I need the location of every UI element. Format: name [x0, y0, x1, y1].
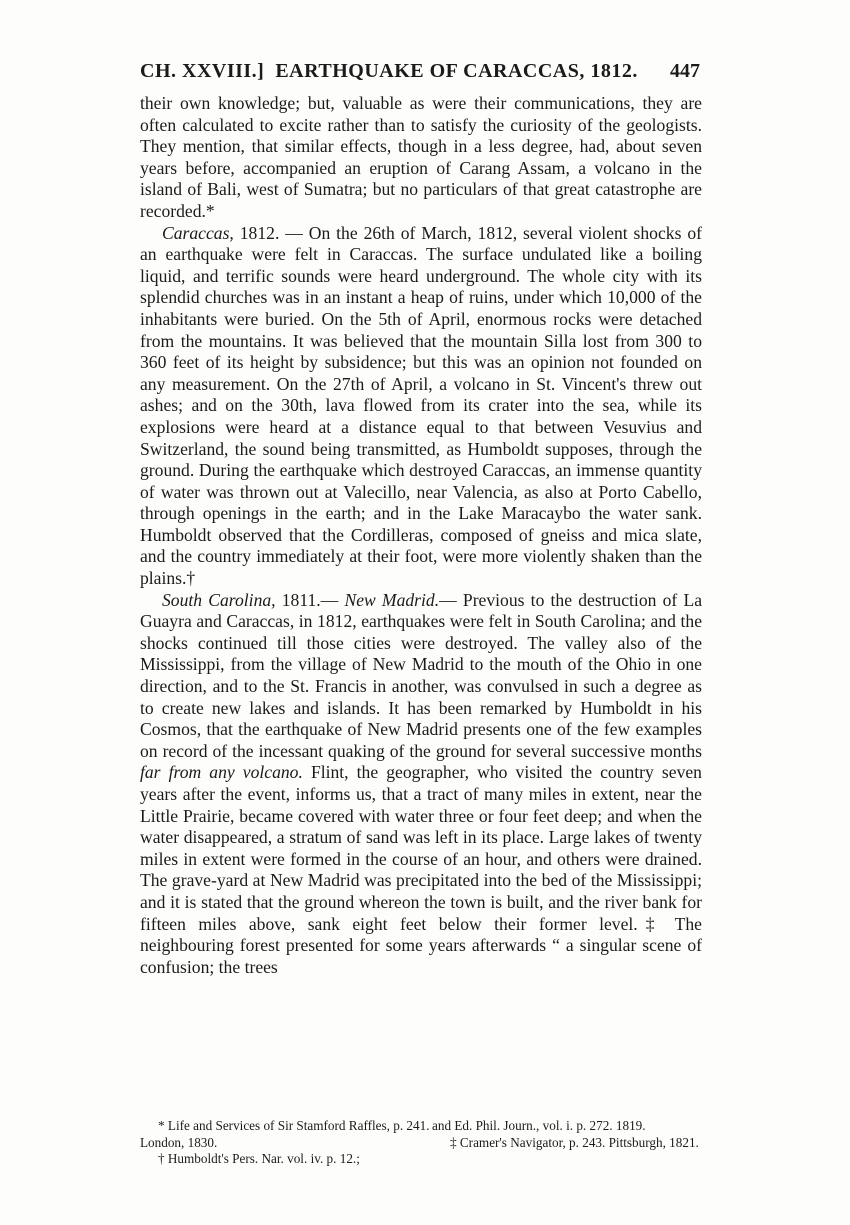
running-title: EARTHQUAKE OF CARACCAS, 1812. [275, 60, 638, 82]
paragraph-text: — Previous to the destruction of La Guayra and Caraccas, in 1812, earthquakes were felt in South Carolina; and the shocks continued till those cities were destroyed. The valley also of the Mississippi, from the village of New Madrid to the mouth of the Ohio in one direction, and to the St. Francis in another, was convulsed in such a degree as to create new lakes and islands. It has been remarked by Humboldt in his Cosmos, that the earthquake of New Madrid presents one of the few examples on record of the incessant quaking of the ground for several successive months [140, 589, 702, 761]
footnote-raffles: * Life and Services of Sir Stamford Raffles, p. 241. London, 1830. [140, 1118, 430, 1150]
paragraph-continuation: their own knowledge; but, valuable as were their communications, they are often calculated to excite rather than to satisfy the curiosity of the geologists. They mention, that similar effects, though in a less degree, had, about seven years before, accompanied an eruption of Carang Assam, a volcano in the island of Bali, west of Sumatra; but no particulars of that great catastrophe are recorded.* [140, 93, 702, 221]
paragraph-text: On the 26th of March, 1812, several violent shocks of an earthquake were felt in Caraccas. The surface undulated like a boiling liquid, and terrific sounds were heard underground. The whole city with its splendid churches was in an instant a heap of ruins, under which 10,000 of the inhabitants were buried. On the 5th of April, enormous rocks were detached from the mountains. It was believed that the mountain Silla lost from 300 to 360 feet of its height by subsidence; but this was an opinion not founded on any measurement. On the 27th of April, a volcano in St. Vincent's threw out ashes; and on the 30th, lava flowed from its crater into the sea, while its explosions were heard at a distance equal to that between Vesuvius and Switzerland, the sound being transmitted, as Humboldt supposes, through the ground. During the earthquake which destroyed Caraccas, an immense quantity of water was thrown out at Valecillo, near Valencia, as also at Porto Cabello, through openings in the earth; and in the Lake Maracaybo the water sank. Humboldt observed that the Cordilleras, composed of gneiss and mica slate, and the country immediately at their foot, were more violently shaken than the plains.† [140, 222, 702, 589]
footnote-humboldt: † Humboldt's Pers. Nar. vol. iv. p. 12.; [158, 1151, 360, 1166]
footnote-column-right [432, 1118, 702, 1151]
section-lead-year: 1812. — [233, 222, 309, 243]
paragraph-text: Flint, the geographer, who visited the country seven years after the event, informs us, that a tract of many miles in extent, near the Little Prairie, became covered with water three or four feet deep; and when the water disappeared, a stratum of sand was left in its place. Large lakes of twenty miles in extent were formed in the course of an hour, and others were drained. The grave-yard at New Madrid was precipitated into the bed of the Mississippi; and it is stated that the ground whereon the town is built, and the river bank for fifteen miles above, sank eight feet below their former level.‡ The neighbouring forest presented for some years afterwards “ a singular scene of confusion; the trees [140, 762, 702, 977]
section-lead-year: 1811.— [275, 589, 345, 610]
footnote-cramer: ‡ Cramer's Navigator, p. 243. Pittsburgh, 1821. [450, 1134, 699, 1150]
emphasis-far-from-volcano: far from any volcano. [140, 762, 303, 783]
section-lead-caraccas: Caraccas, [162, 222, 234, 243]
section-lead-new-madrid: New Madrid. [344, 589, 440, 610]
chapter-number: CH. XXVIII.] [140, 60, 265, 82]
body-text [140, 93, 702, 978]
page-number: 447 [670, 60, 700, 82]
footnote-phil-journ: and Ed. Phil. Journ., vol. i. p. 272. 1819. [432, 1118, 646, 1133]
running-header [140, 60, 700, 90]
chapter-heading [140, 60, 638, 83]
paragraph-caraccas [140, 223, 702, 590]
section-lead-south-carolina: South Carolina, [162, 589, 276, 610]
footnote-column-left [140, 1118, 430, 1168]
paragraph-south-carolina [140, 590, 702, 979]
